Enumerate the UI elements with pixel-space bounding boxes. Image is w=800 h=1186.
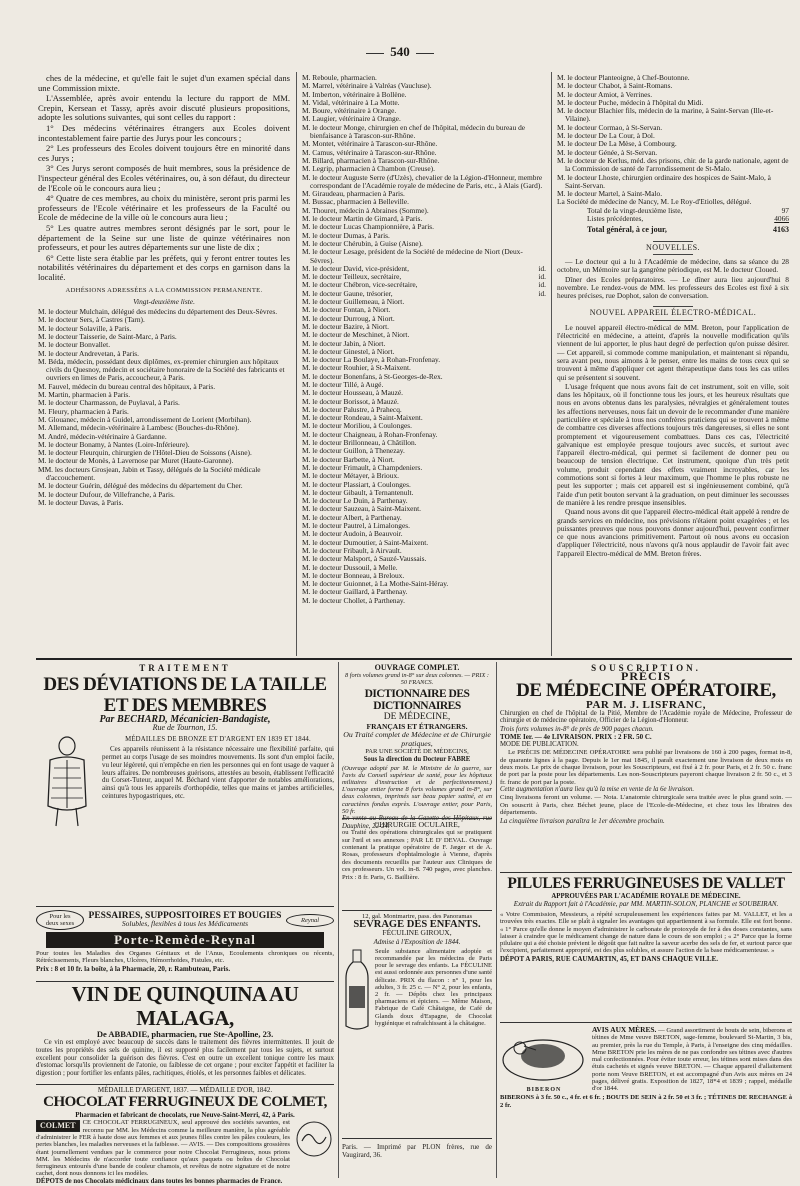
ad-quinquina [36,982,334,1082]
report-paragraph: 3° Ces Jurys seront composés de huit membres, sous la présidence de l'inspecteur général des Ecoles vétérinaires, ou, à son défaut, du directeur de l'Ecole où le concours aura lieu ; [38,163,290,193]
officer-name: M. le docteur Chébron, vice-secrétaire, [302,280,418,290]
ad-body: Pour toutes les Maladies des Organes Génitaux et de l'Anus, Ecoulements chroniques ou récents, Rétrécissements, Fleurs blanches, Ulcères, Hémorrhoïdes, Fistules, etc. [36,950,334,965]
ad-sevrage [342,910,492,1137]
list-item: M. Reboule, pharmacien. [302,73,377,82]
ad-prices: BIBERONS à 3 fr. 50 c., 4 fr. et 6 fr. ; BOUTS DE SEIN à 2 fr. 50 et 3 fr. ; TÉTINES DE RECHANGE à 2 fr. [500,1094,792,1109]
officer-name: M. le docteur Teilleux, secrétaire, [302,272,402,282]
ad-title: SEVRAGE DES ENFANTS. [353,919,481,931]
column-rule [338,662,339,1178]
ad-pessaires [36,906,334,982]
list-item: M. le docteur Planteoigne, à Chef-Boutonne. [557,73,690,82]
list-item: M. Vidal, vétérinaire à La Motte. [302,97,400,107]
report-paragraph: ches de la médecine, et qu'elle fait le sujet d'un examen spécial dans une Commission mixte. [38,73,290,93]
column-rule [496,662,497,1178]
list-item: M. Bussac, pharmacien à Belleville. [302,197,409,207]
ad-authors: PAR UNE SOCIÉTÉ DE MÉDECINS, [365,748,469,756]
ad-badge: BIBERON [526,1087,562,1094]
list-item: M. Fleury, pharmacien à Paris. [38,406,129,416]
ad-breton [500,1022,792,1179]
news-paragraph: — Le docteur qui a lu à l'Académie de médecine, dans sa séance du 28 octobre, un Mémoire sur la gangrène périodique, est M. le docteur Cloued. [557,256,789,275]
section-subtitle: Vingt-deuxième liste. [133,296,195,306]
column-2 [302,74,546,654]
list-item: M. le docteur Bazire, à Niort. [302,321,390,331]
list-item: M. le docteur Le Duin, à Parthenay. [302,496,408,506]
section-title: ADHÉSIONS ADRESSÉES A LA COMMISSION PERMANENTE. [65,287,263,295]
list-item: M. le docteur Frimault, à Champdeniers. [302,462,423,472]
ad-banner: TRAITEMENT [139,663,231,673]
list-item: M. Laugier, vétérinaire à Orange. [302,114,401,124]
bottle-icon [342,948,372,1032]
ad-head: OUVRAGE COMPLET. [374,663,460,672]
ad-body: — Grand assortiment de bouts de sein, biberons et tétines de Mme veuve BRETON, sage-femme, boulevard St-Martin, 3 bis, au premier, près la rue du Temple, à Paris, à l'enseigne des cinq médailles. Mme BRETON prie les mères de ne pas confondre ses tétines avec d'autres mal confectionnées. Pour éviter toute erreur, les tétines sont mises dans des étuis cachetés et signés veuve BRETON. — Chaque appareil d'allaitement porte nom Veuve BRETON, et est accompagné d'un Avis aux mères en 24 pages, délivré gratis. Exposition de 1827, 18*4 et 1839 ; rappel, médaille d'or 1844. [592,1027,792,1093]
list-item: M. le docteur Dufour, de Villefranche, à Paris. [38,489,175,499]
list-item: M. le docteur Sauzeau, à Saint-Maixent. [302,504,422,514]
ad-medals: MÉDAILLES DE BRONZE ET D'ARGENT EN 1839 ET 1844. [125,735,311,743]
list-item: M. le docteur Auguste Serre (d'Uzès), chevalier de la Légion-d'Honneur, membre correspondant de l'Académie royale de médecine de Paris, etc., à Alais (Gard). [302,172,543,190]
ad-extract: Extrait du Rapport fait à l'Académie, par MM. MARTIN-SOLON, PLANCHE et SOUBEIRAN. [513,900,779,909]
column-3 [557,74,789,654]
ad-maker: Pharmacien et fabricant de chocolats, rue Neuve-Saint-Merri, 42, à Paris. [75,1111,295,1120]
list-item: M. le docteur Albert, à Parthenay. [302,512,402,522]
list-item: M. le docteur Gibault, à Ternantenult. [302,487,414,497]
list-item: M. le docteur Guillemeau, à Niort. [302,297,405,307]
list-item: M. le docteur Borissot, à Mauzé. [302,396,399,406]
list-item: M. le docteur Housseau, à Mauzé. [302,388,403,398]
news-paragraph: Dîner des Ecoles préparatoires. — Le dîner aura lieu aujourd'hui 8 novembre. Le rendez-vous de MM. les professeurs des Ecoles est fixé à six heures précises, rue Dophot, salon de conversation. [557,274,789,301]
idem-mark: id. [538,272,546,282]
list-item: M. le docteur Chollet, à Parthenay. [302,595,405,605]
nouvelles-body [557,258,789,300]
list-item: M. le docteur Malsport, à Sauzé-Vaussais. [302,554,427,564]
list-item: M. André, médecin-vétérinaire à Gardanne. [38,431,167,441]
list-item: M. Billard, pharmacien à Tarascon-sur-Rhône. [302,155,440,165]
ad-address: Rue de Tournon, 15. [152,723,218,733]
list-item: M. le docteur Lesage, président de la Société de médecine de Niort (Deux-Sèvres). [302,247,523,265]
list-item: M. Thouret, médecin à Abraines (Somme). [302,205,429,215]
corset-illustration-icon [36,736,98,828]
list-item: M. Boure, vétérinaire à Orange. [302,106,397,116]
ad-title: PILULES FERRUGINEUSES DE VALLET [507,875,785,892]
column-1 [38,74,290,654]
ad-body-2: Cinq livraisons feront un volume. — Nota. L'anatomie chirurgicale sera traitée avec le plus grand soin. — On souscrit à Paris, chez Béchet jeune, place de l'Ecole-de-Médecine, et chez tous les libraires des départements. [500,794,792,817]
list-item: M. le docteur Palustre, à Prahecq. [302,404,402,414]
list-item: M. le docteur Pautrel, à Limalonges. [302,521,410,531]
total-row: Total de la vingt-deuxième liste, 97 [587,205,789,215]
adhesions-list [302,74,546,265]
report-paragraph: 6° Cette liste sera établie par les préfets, qui y feront entrer toutes les notabilités vétérinaires du département et des corps en garnison dans la localité. [38,252,290,282]
report-paragraph: 1° Des médecins vétérinaires étrangers aux Ecoles doivent incontestablement faire partie des Jurys pour les concours ; [38,122,290,143]
list-item: M. le docteur Bonvallet. [38,340,111,350]
list-item: M. le docteur de Monès, à Lavernose par Muret (Haute-Garonne). [38,456,234,466]
list-item: M. le docteur Puche, médecin à l'hôpital du Midi. [557,97,704,107]
list-item: M. le docteur Guérin, délégué des médecins du département du Cher. [38,481,243,491]
ad-title: DE MÉDECINE OPÉRATOIRE, [516,680,776,702]
imprint [342,1138,492,1179]
ad-badge: Pour les deux sexes [36,910,84,930]
list-item: M. le docteur Gaillard, à Parthenay. [302,587,408,597]
ad-exposition: Admise à l'Exposition de 1844. [373,937,461,946]
list-item: M. le docteur Charmasson, de Puylaval, à Paris. [38,398,180,408]
list-item: M. Camus, vétérinaire à Tarascon-sur-Rhône. [302,147,437,157]
ad-price: Prix : 8 et 10 fr. la boîte, à la Pharmacie, 20, r. Rambuteau, Paris. [36,964,231,973]
list-item: M. le docteur Rondeau, à Saint-Maixent. [302,413,423,423]
ad-body: Ces appareils réunissent à la résistance nécessaire une flexibilité parfaite, qui permet au corps l'usage de ses moindres mouvements. Ils sont d'un emploi facile, vu leur légèreté, qui n'empêche en rien les personnes qui en font usage de vaquer à leurs affaires. De nombreuses guérisons, attestées au besoin, établissent l'efficacité du Corset-Tuteur, auquel M. Béchard vient d'apporter de notables améliorations, ainsi qu'à tous les appareils d'orthopédie, telles que mains et jambes artificielles, ceintures hypogastriques, etc. [102,744,334,801]
ad-direction: Sous la direction du Docteur FABRE [363,756,471,764]
list-item: M. le docteur Monge, chirurgien en chef de l'hôpital, médecin du bureau de bienfaisance à Tarascon-sur-Rhône. [302,122,526,141]
list-item: M. le docteur Davas, à Paris. [38,497,124,507]
list-item: M. le docteur Métayer, à Brioux. [302,471,399,481]
ad-body: (Ouvrage adopté par M. le Ministre de la guerre, sur l'avis du Conseil supérieur de santé, pour les hôpitaux militaires d'instruction et de perfectionnement.) L'ouvrage entier forme 8 forts volumes grand in-8°, sur deux colonnes, imprimés sur beau papier satiné, et en caractères fondus exprès. L'ouvrage entier, pour Paris, 50 fr. [342,764,492,815]
ad-body: ou Traité des opérations chirurgicales qui se pratiquent sur l'œil et ses annexes ; PAR LE D' DEVAL. Ouvrage contenant la pratique opératoire de F. Jæger et de A. Rosas, professeurs d'ophtalmologie à Vienne, d'après des documents recueillis par l'auteur aux Cliniques de ces professeurs. Un vol. in-8. 740 pages, avec planches. Prix : 8 fr. Paris, G. Baillière. [342,829,492,881]
appareil-paragraph: Quand nous avons dit que l'appareil électro-médical était appelé à rendre de grands services en médecine, nos prévisions n'étaient point exagérées ; et les puissantes preuves que nous pouvons donner aujourd'hui, peuvent confirmer ce que nous avancions primitivement. Partout où nous avons eu occasion d'appliquer l'électricité, nous n'avons qu'à nous applaudir de l'avoir fait avec l'appareil Electro-médical de MM. Breton frères. [557,507,789,558]
list-item: M. le docteur Taisserie, de Saint-Marc, à Paris. [38,331,177,341]
list-item: MM. les docteurs Grosjean, Jabin et Tassy, délégués de la Société médicale d'accouchement. [38,464,261,482]
ad-body: Ce vin est employé avec beaucoup de succès dans le traitement des fièvres intermittentes. Il jouit de toutes les propriétés des sels de quinine, il est supporté plus facilement par tous les sujets, et surtout excellent pour consolider la guérison des fièvres. C'est en outre un excellent tonique contre les maux d'estomac lorsqu'ils proviennent de l'atonie, ou faiblesse de cet organe ; pour exciter l'appétit et faciliter la digestion ; pour fortifier les enfants pâles, rachitiques, étiolés, et les personnes faibles et délicates. [36,1039,334,1078]
list-item: M. le docteur Guionnet, à La Mothe-Saint-Héray. [302,579,449,589]
ad-title-2: DE MÉDECINE, [383,712,451,723]
list-item: M. Martin, pharmacien à Paris. [38,390,131,400]
list-item: M. Glouanec, médecin à Guidel, arrondissement de Lorient (Morbihan). [38,414,252,424]
list-item: M. le docteur Fontan, à Niort. [302,305,391,315]
printer-imprint: Paris. — Imprimé par PLON frères, rue de Vaugirard, 36. [342,1143,492,1160]
list-item: M. le docteur Plassiart, à Coulonges. [302,479,411,489]
list-item: M. le docteur Guillon, à Thenezay. [302,446,405,456]
ad-maker: Par BECHARD, Mécanicien-Bandagiste, [99,714,271,726]
ad-title: CHOCOLAT FERRUGINEUX DE COLMET, [43,1094,327,1111]
ad-body: CE CHOCOLAT FERRUGINEUX, seul approuvé des sociétés savantes, est reconnu par MM. les Médecins comme la meilleure manière, la plus agréable d'administrer le FER à haute dose aux femmes et aux jeunes filles contre les pâles couleurs, les pertes blanches, les maladies nerveuses et la faiblesse. — AVIS. — Des compositions grossières étant journellement vendues par le commerce pour notre Chocolat Ferrugineux, nous prions MM. les Médecins de n'accorder toute confiance qu'aux paquets ou boîtes de Chocolat ferrugineux entourés d'une bande de couleur chamois, et revêtus de notre signature et de notre cachet, dont nous donnons ici les modèles. [36,1119,290,1178]
list-item: M. le docteur Tillé, à Augé. [302,379,384,389]
ad-title: PESSAIRES, SUPPOSITOIRES ET BOUGIES [88,910,282,921]
ad-subtitle: FÉCULINE GIROUX, [382,928,452,938]
ad-last: La cinquième livraison paraîtra le 1er décembre prochain. [500,816,665,825]
list-item: M. le docteur Lhoste, chirurgien ordinaire des hospices de Saint-Malo, à Saint-Servan. [557,172,771,190]
list-item: M. le docteur Lucas Championnière, à Paris. [302,222,434,232]
list-item: M. le docteur La Boulaye, à Rohan-Fronfenay. [302,355,441,365]
ad-precis [500,664,792,854]
report-paragraph: 5° Les quatre autres membres seront désignés par le sort, pour le département de la Seine sur une liste de quinze vétérinaires non professeurs, et pour les autres départements sur une liste de dix ; [38,222,290,253]
list-item: M. le docteur Ginestel, à Niort. [302,346,395,356]
ad-volumes: Trois forts volumes in-8° de près de 900 pages chacun. [500,724,654,733]
signature-seal-icon [294,1119,334,1159]
list-item: M. le docteur Bonamy, à Nantes (Loire-Inférieure). [38,439,190,449]
list-item: M. le docteur Andrevetan, à Paris. [38,348,139,358]
list-item: M. le docteur Bonenfans, à St-Georges-de-Rex. [302,371,443,381]
list-item: M. le docteur Fribault, à Airvault. [302,545,402,555]
ad-subtitle: APPROUVÉES PAR L'ACADÉMIE ROYALE DE MÉDECINE. [551,893,741,900]
list-item: La Société de médecine de Nancy, M. Le Roy-d'Etiolles, délégué. [557,197,752,207]
ads-rule [36,658,792,660]
assembly-report [38,74,290,282]
ad-brand: Porte-Remède-Reynal [46,932,324,948]
idem-mark: id. [538,280,546,290]
idem-mark: id. [538,288,546,298]
ad-maker: De ABBADIE, pharmacien, rue Ste-Apolline, 23. [96,1029,274,1039]
ad-author-titles: Chirurgien en chef de l'hôpital de la Pitié, Membre de l'Académie royale de Médecine, Professeur de chirurgie et de médecine opératoire, Officier de la Légion-d'Honneur. [500,709,792,725]
baby-bottle-icon [500,1026,586,1084]
list-item: M. Allemand, médecin-vétérinaire à Lambesc (Bouches-du-Rhône). [38,423,240,433]
list-item: M. le docteur de Kerlus, méd. des prisons, chir. de la garde nationale, agent de la Commission de santé de l'arrondissement de St-Malo. [557,155,789,174]
appareil-paragraph: L'usage fréquent que nous avons fait de cet instrument, soit en ville, soit dans les hôpitaux, où il fonctionne tous les jours, et les heureux résultats que nous en avons obtenus dans les paralysies, névralgies et généralement toutes les affections nerveuses, nous fait un devoir de le recommander d'une manière particulière et spéciale à tous nos confrères praticiens qui se trouvent à même de combattre ces diverses affections toujours très dangereuses, si elles ne sont promptement et vigoureusement combattues. Dans ces cas, l'électricité galvanique est employée presque toujours avec succès, et surtout avec l'appareil électro-médical, qui permet si facilement de donner peu ou beaucoup de tension électrique. Cet instrument, quoique d'un très petit volume, produit cependant des effets vraiment incroyables, car les commotions sont si fortes à leur maximum, que l'homme le plus robuste ne peut les supporter ; mais cet appareil est si ingénieusement combiné, qu'à l'aide d'un petit bouton servant à la graduation, on peut diminuer les secousses de manière à les rendre presque insensibles. [557,381,789,507]
list-item: M. le docteur Martel, à Saint-Malo. [557,189,663,199]
report-paragraph: L'Assemblée, après avoir entendu la lecture du rapport de MM. Crepin, Kersean et Tassy, après avoir discuté plusieurs propositions, adopte les solutions suivantes, qui sont celles du rapport : [38,93,290,123]
idem-mark: id. [538,263,546,273]
list-item: M. le docteur Solaville, à Paris. [38,323,132,333]
grand-total-row: Total général, à ce jour, 4163 [587,225,789,235]
ad-signature-badge: Reynal [286,914,334,927]
ad-title-3: FRANÇAIS ET ÉTRANGERS. [366,722,468,732]
ad-banner: SOUSCRIPTION. [591,663,701,673]
ad-medals: MÉDAILLE D'ARGENT, 1837. — MÉDAILLE D'OR, 1842. [97,1086,273,1094]
list-item: M. le docteur Dumas, à Paris. [302,230,390,240]
ad-title: DICTIONNAIRE DES DICTIONNAIRES [364,688,470,713]
list-item: M. le docteur Audoin, à Beauvoir. [302,529,403,539]
list-item: M. le docteur Amiot, à Verrines. [557,89,653,99]
ad-head: AVIS AUX MÈRES. [592,1025,657,1034]
ad-author: PAR M. J. LISFRANC, [586,699,706,712]
column-rule [296,72,297,656]
ad-depots: DÉPOTS de nos Chocolats médicinaux dans toutes les bonnes pharmacies de France. [36,1177,283,1185]
list-item: M. le docteur Chaigneau, à Rohan-Fronfenay. [302,429,438,439]
ad-body: « Votre Commission, Messieurs, a répété scrupuleusement les expériences faites par M. VALLET, et les a trouvées très exactes. Elle se plaît à signaler les avantages qui appartiennent à sa formule. Elle est fort bonne. « 1° Parce qu'elle donne le moyen d'administrer le carbonate de protoxyde de fer à des doses constantes, sans laisser à craindre que le médicament change de nature dans le cours de son emploi ; « 2° Parce que la forme pilulaire qui a été choisie prévient le dégoût que fait naître la saveur acerbe des sels de fer, et surtout parce que l'excipient, parfaitement approprié, est des plus solubles, et assure l'action de la base médicamenteuse. » [500,911,792,955]
ad-colmet [36,1084,334,1185]
list-item: M. le docteur de Meschinet, à Niort. [302,330,410,340]
ad-title: VIN DE QUINQUINA AU MALAGA, [71,982,299,1030]
report-paragraph: 4° Quatre de ces membres, au choix du ministère, seront pris parmi les professeurs de l'Ecole vétérinaire et les professeurs de la Faculté ou Ecole de médecine de la ville où le concours aura lieu ; [38,193,290,223]
list-item: M. Montet, vétérinaire à Tarascon-sur-Rhône. [302,139,438,149]
ad-chirurgie [342,818,492,909]
ad-address: 12, gal. Montmartre, pass. des Panoramas [361,913,473,920]
adhesions-list [38,308,290,507]
column-rule [551,72,552,656]
ad-vallet [500,872,792,1019]
list-item: M. le docteur Mulchain, délégué des médecins du département des Deux-Sèvres. [38,307,278,317]
colmet-stamp: COLMET [36,1120,80,1131]
list-item: M. Fauvel, médecin du bureau central des hôpitaux, à Paris. [38,381,216,391]
list-item: M. le docteur Cormao, à St-Servan. [557,122,663,132]
list-item: M. le docteur Rouhier, à St-Maixent. [302,363,411,373]
ad-head: CHIRURGIE OCULAIRE, [374,820,460,829]
list-item: M. Legrip, pharmacien à Chambon (Creuse). [302,164,435,174]
ad-deviations [36,664,334,904]
ad-mode: MODE DE PUBLICATION. [500,741,579,749]
list-item: M. le docteur Chérubin, à Guise (Aisne). [302,238,423,248]
list-item: M. Béda, médecin, possédant deux diplômes, ex-premier chirurgien aux hôpitaux civils du Quesnoy, médecin et sociétaire honoraire de la Société des fabricants et ouvriers en limes de Paris, accoucheur, à Paris. [38,356,285,383]
ad-subtitle: Solubles, flexibles à tous les Médicaments [121,919,249,928]
list-item: M. le docteur Bonneau, à Breloux. [302,570,405,580]
ad-title: DES DÉVIATIONS DE LA TAILLE ET DES MEMBRES [43,674,327,717]
list-item: M. le docteur De La Mèse, à Combourg. [557,139,677,149]
list-item: M. le docteur Sers, à Castres (Tarn). [38,315,145,325]
list-item: M. le docteur Durroug, à Niort. [302,313,395,323]
ad-body: Seule substance alimentaire adoptée et recommandée par les médecins de Paris pour le sevrage des enfants. La FÉCULINE est aussi ordonnée aux personnes d'une santé délicate. PRIX du flacon : n° 1, pour les adultes, 3 fr. 25 c. — N° 2, pour les enfants, 2 fr. — Dépôts chez les principaux pharmaciens et épiciers. — Même Maison, Fabrique de Café Châtaigne, de Café de Glands doux d'Espagne, de Chocolat hygiénique et rafraîchissant à la châtaigne. [375,947,492,1027]
ad-head: PRÉCIS [620,669,671,684]
list-item: M. Giraudeau, pharmacien à Paris. [302,189,405,199]
page-number: 540 [0,44,800,60]
niort-officers-list [302,265,546,298]
list-item: M. Marrel, vétérinaire à Valréas (Vaucluse). [302,81,432,91]
officer-name: M. le docteur David, vice-président, [302,263,409,273]
report-paragraph: 2° Les professeurs des Ecoles doivent toujours être en minorité dans ces Jurys ; [38,143,290,163]
ad-note: Cette augmentation n'aura lieu qu'à la mise en vente de la 6e livraison. [500,786,695,794]
list-item: M. le docteur Barbette, à Niort. [302,454,395,464]
ad-body: Le PRÉCIS DE MÉDECINE OPÉRATOIRE sera publié par livraisons de 160 à 200 pages, format in-8, de quarante lignes à la page. Depuis le 1er mai 1845, il paraît exactement une livraison de deux mois en deux mois. Le prix de chaque livraison, pour les Souscripteurs, est fixé à 2 fr. pour Paris, et 2 fr. 50 c. franc de port par la poste pour les départements. Les non-Souscripteurs payeront chaque livraison 2 fr. 50 c., et 3 fr. franc de port par la poste. [500,749,792,786]
adhesions-list [302,298,546,605]
list-item: M. le docteur Blachier fils, médecin de la marine, à Saint-Servan (Ille-et-Vilaine). [557,106,774,124]
list-item: M. le docteur Brillonneau, à Châtillon. [302,438,417,448]
appareil-heading: NOUVEL APPAREIL ÉLECTRO-MÉDICAL. [557,306,789,320]
ad-depot: DÉPOT A PARIS, RUE CAUMARTIN, 45, ET DANS CHAQUE VILLE. [500,954,719,963]
ad-tome: TOME Ier. — 4e LIVRAISON. PRIX : 2 FR. 50 C. [500,732,652,741]
ad-office: En vente au Bureau de la Gazette des Hôpitaux, rue Dauphine, 22-24. [342,815,492,831]
nouvelles-heading: NOUVELLES. [557,241,789,255]
list-item: M. le docteur Dussouil, à Melle. [302,562,398,572]
list-item: M. le docteur Jabin, à Niort. [302,338,386,348]
list-item: M. le docteur Chabot, à Saint-Romans. [557,81,673,91]
list-item: M. le docteur De La Cour, à Dol. [557,131,655,141]
officer-name: M. le docteur Gaune, trésorier, [302,288,393,298]
total-row: Listes précédentes, 4066 [587,214,789,224]
list-item: M. le docteur Moriliou, à Coulonges. [302,421,413,431]
list-item: M. le docteur Martin de Gimard, à Paris. [302,214,423,224]
adhesions-list [557,74,789,207]
list-item: M. le docteur Dumoutier, à Saint-Maixent. [302,537,429,547]
appareil-paragraph: Le nouvel appareil électro-médical de MM. Breton, pour l'application de l'électricité en médecine, a atteint, d'après la nouvelle modification qu'ils viennent de lui apporter, le plus haut degré de perfection qu'on puisse désirer. — Cet appareil, si commode comme manipulation, et maintenant si répandu, sera avant peu, nous aimons à le penser, entre les mains de tous ceux qui se trouvent à même d'appliquer cet agent thérapeutique dans tous les cas utiles qui se présentent si souvent. [557,322,789,382]
ad-script: Ou Traité complet de Médecine et de Chirurgie pratiques, [343,730,491,748]
appareil-body [557,324,789,558]
list-item: M. le docteur Génée, à St-Servan. [557,147,658,157]
list-item: M. le docteur Fleurquin, chirurgien de l'Hôtel-Dieu de Soissons (Aisne). [38,448,252,458]
ad-subtitle: 8 forts volumes grand in-8° sur deux colonnes. — PRIX : 50 FRANCS. [344,672,489,687]
list-item: M. Imberton, vétérinaire à Bollène. [302,89,407,99]
